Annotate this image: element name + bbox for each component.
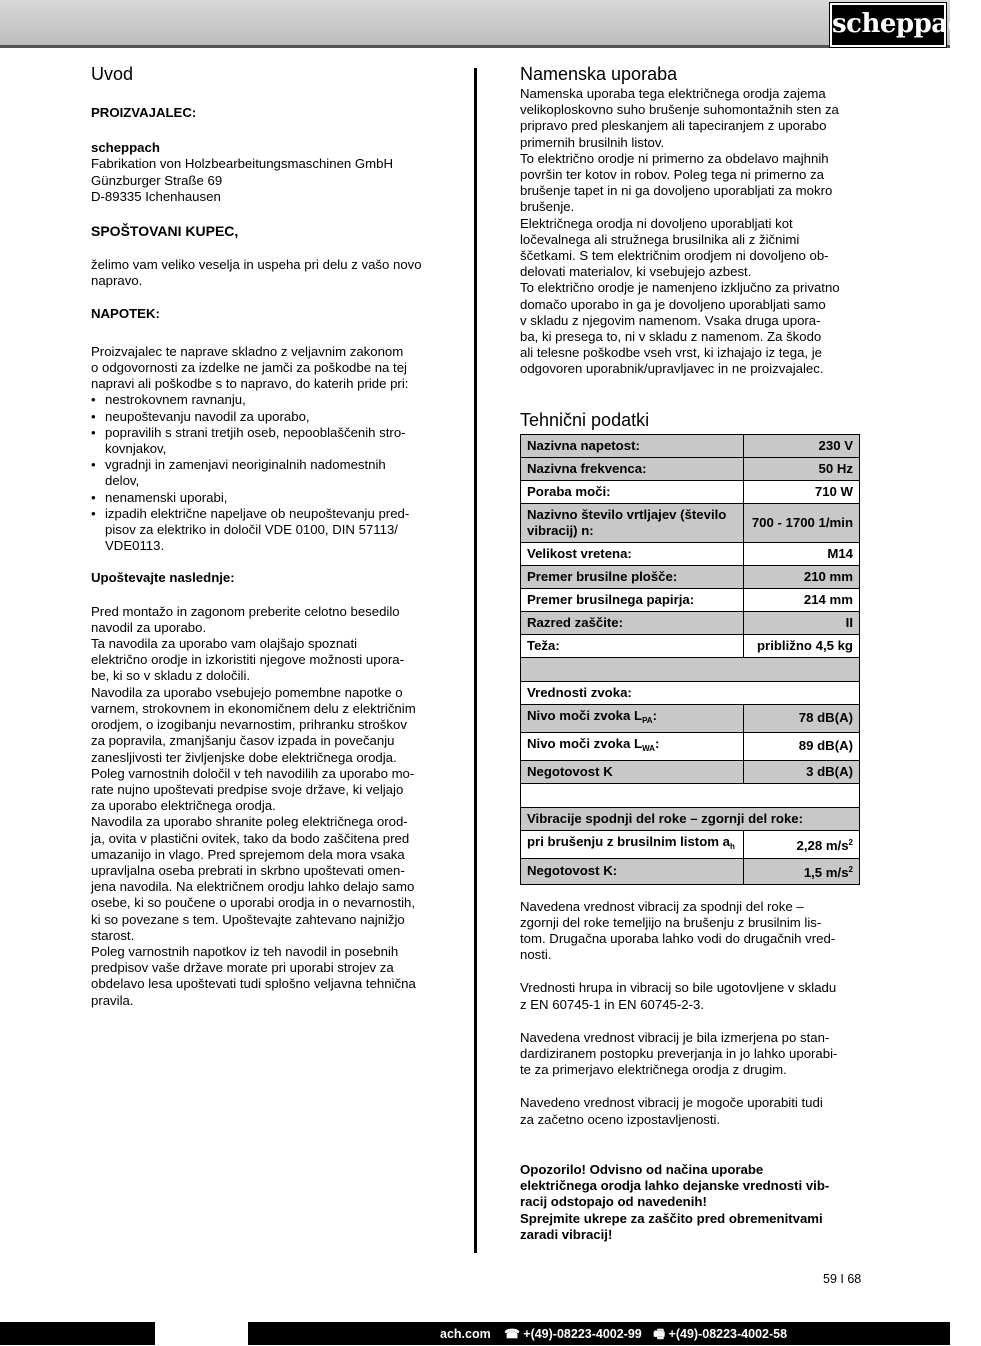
text-line: napravo. bbox=[91, 273, 143, 289]
table-spacer-row bbox=[521, 657, 860, 681]
table-row: Nivo moči zvoka $L_{WA}$: 89 dB(A) bbox=[521, 732, 860, 760]
note-text bbox=[91, 344, 436, 393]
table-row: Negotovost K 3 dB(A) bbox=[521, 760, 860, 783]
table-row: Premer brusilnega papirja: 214 mm bbox=[521, 588, 860, 611]
list-item: • izpadih električne napeljave ob neupoštevanju pred- pisov za elektriko in določil VDE 0100, DIN 57113/ VDE0113. bbox=[91, 506, 436, 555]
table-row: Teža: približno 4,5 kg bbox=[521, 634, 860, 657]
fax-icon: 🖷 bbox=[653, 1327, 666, 1341]
standards-note: Vrednosti hrupa in vibracij so bile ugotovljene v skladu z EN 60745-1 in EN 60745-2-3. bbox=[520, 980, 837, 1012]
right-column bbox=[520, 62, 865, 1243]
table-row: Nazivna napetost: 230 V bbox=[521, 434, 860, 457]
address-line: D-89335 Ichenhausen bbox=[91, 188, 221, 204]
page-number: 59 I 68 bbox=[823, 1272, 862, 1286]
company-address bbox=[91, 156, 436, 205]
address-line: Fabrikation von Holzbearbeitungsmaschinen GmbH bbox=[91, 156, 393, 172]
footer-white-block bbox=[155, 1322, 248, 1345]
text-line: želimo vam veliko veselja in uspeha pri delu z vašo novo bbox=[91, 257, 422, 273]
list-item: • nenamenski uporabi, bbox=[91, 490, 436, 506]
footer-web: ach.com bbox=[440, 1327, 491, 1341]
header-bar bbox=[0, 0, 981, 48]
table-row: Premer brusilne plošče: 210 mm bbox=[521, 565, 860, 588]
table-spacer-row bbox=[521, 783, 860, 807]
observe-label: Upoštevajte naslednje: bbox=[91, 570, 235, 586]
footer-bar bbox=[0, 1322, 950, 1345]
liability-list bbox=[91, 392, 436, 554]
list-item: • popravilih s strani tretjih oseb, nepooblaščenih stro- kovnjakov, bbox=[91, 425, 436, 457]
scheppach-logo: scheppach bbox=[830, 3, 946, 47]
table-row: Poraba moči: 710 W bbox=[521, 480, 860, 503]
manufacturer-label: PROIZVAJALEC: bbox=[91, 105, 197, 120]
table-row: Vibracije spodnji del roke – zgornji del roke: bbox=[521, 807, 860, 830]
address-line: Günzburger Straße 69 bbox=[91, 172, 223, 188]
text-line: o odgovornosti za izdelke ne jamči za poškodbe na tej bbox=[91, 360, 407, 376]
greeting: SPOŠTOVANI KUPEC, bbox=[91, 223, 239, 240]
intended-use-title: Namenska uporaba bbox=[520, 64, 678, 84]
list-item: • neupoštevanju navodil za uporabo, bbox=[91, 409, 436, 425]
warning-text: Opozorilo! Odvisno od načina uporabe električnega orodja lahko dejanske vrednosti vib- racij odstopajo od navedenih! Sprejmite ukrepe za zaščito pred obremenitvami zaradi vibracij! bbox=[520, 1161, 830, 1242]
tech-data-title: Tehnični podatki bbox=[520, 409, 650, 430]
footer-contact bbox=[440, 1325, 787, 1346]
phone-icon: ☎ bbox=[504, 1327, 520, 1341]
intro-title: Uvod bbox=[91, 64, 134, 84]
note-label: NAPOTEK: bbox=[91, 305, 160, 321]
exposure-note: Navedeno vrednost vibracij je mogoče uporabiti tudi za začetno oceno izpostavljenosti. bbox=[520, 1095, 823, 1127]
vibration-note: Navedena vrednost vibracij za spodnji del roke – zgornji del roke temeljijo na brušenju z brusilnim lis- tom. Drugačna uporaba lahko vodi do drugačnih vred- nosti. bbox=[520, 898, 836, 963]
welcome-text bbox=[91, 257, 436, 289]
observe-text: Pred montažo in zagonom preberite celotno besedilo navodil za uporabo. Ta navodila za uporabo vam olajšajo spoznati električno orodje in izkoristiti njegove možnosti upora- be, ki so v skladu z določili. Navodila za uporabo vsebujejo pomembne napotke o varnem, strokovnem in ekonomičnem delu z električnim orodjem, o izogibanju nevarnostim, prihranku stroškov za popravila, zmanjšanju časov izpada in povečanju zanesljivosti ter življenjske dobe električnega orodja. Poleg varnostnih določil v teh navodilih za uporabo mo- rate nujno upoštevati predpise svoje države, ki veljajo za uporabo električnega orodja. Navodila za uporabo shranite poleg električnega orod- ja, ovita v plastični ovitek, tako da bodo zaščitena pred umazanijo in vlago. Pred sprejemom dela mora vsaka upravljalna oseba prebrati in skrbno upoštevati omen- jena navodila. Na električnem orodju lahko delajo samo osebe, ki so poučene o uporabi orodja in o nevarnostih, ki so povezane s tem. Upoštevajte zahtevano najnižjo starost. Poleg varnostnih napotkov iz teh navodil in posebnih predpisov vaše države morate pri uporabi strojev za obdelavo lesa upoštevati tudi splošno veljavna tehnična pravila. bbox=[91, 603, 416, 1008]
intended-use-text: Namenska uporaba tega električnega orodja zajema velikoploskovno suho brušenje suhomontažnih sten za pripravo pred pleskanjem ali tapeciranjem z uporabo primernih brusilnih listov. To električno orodje ni primerno za obdelavo majhnih površin ter kotov in robov. Poleg tega ni primerno za brušenje tapet in ni ga dovoljeno uporabljati za mokro brušenje. Električnega orodja ni dovoljeno uporabljati kot ločevalnega ali stružnega brusilnika ali z žičnimi ščetkami. S tem električnim orodjem ni dovoljeno ob- delovati materialov, ki vsebujejo azbest. To električno orodje je namenjeno izključno za privatno domačo uporabo in ga je dovoljeno uporabljati samo v skladu z njegovim namenom. Vsaka druga upora- ba, ki presega to, ni v skladu z namenom. Za škodo ali telesne poškodbe vseh vrst, ki izhajajo iz tega, je odgovoren uporabnik/upravljavec in ne proizvajalec. bbox=[520, 86, 840, 377]
table-row: Nazivno število vrtljajev (število vibracij) n: 700 - 1700 1/min bbox=[521, 503, 860, 542]
text-line: Proizvajalec te naprave skladno z veljavnim zakonom bbox=[91, 343, 404, 359]
list-item: • vgradnji in zamenjavi neoriginalnih nadomestnih delov, bbox=[91, 457, 436, 489]
table-row: Nivo moči zvoka $L_{PA}$: 78 dB(A) bbox=[521, 704, 860, 732]
list-item: • nestrokovnem ravnanju, bbox=[91, 392, 436, 408]
table-row: pri brušenju z brusilnim listom $a_h$ 2,28 $m/s^2$ bbox=[521, 830, 860, 858]
measurement-note: Navedena vrednost vibracij je bila izmerjena po stan- dardiziranem postopku preverjanja in jo lahko uporabi- te za primerjavo električnega orodja z drugim. bbox=[520, 1029, 838, 1078]
table-row: Negotovost K: 1,5 $m/s^2$ bbox=[521, 858, 860, 884]
company-name: scheppach bbox=[91, 140, 160, 156]
text-line: napravi ali poškodbe s to napravo, do katerih pride pri: bbox=[91, 376, 409, 392]
footer-fax: +(49)-08223-4002-58 bbox=[668, 1327, 788, 1341]
table-row: Razred zaščite: II bbox=[521, 611, 860, 634]
footer-phone: +(49)-08223-4002-99 bbox=[523, 1327, 642, 1341]
left-column bbox=[91, 62, 436, 1009]
table-row: Vrednosti zvoka: bbox=[521, 681, 860, 704]
table-row: Nazivna frekvenca: 50 Hz bbox=[521, 457, 860, 480]
column-divider bbox=[474, 68, 477, 1253]
table-row: Velikost vretena: M14 bbox=[521, 542, 860, 565]
tech-data-table bbox=[520, 434, 860, 885]
